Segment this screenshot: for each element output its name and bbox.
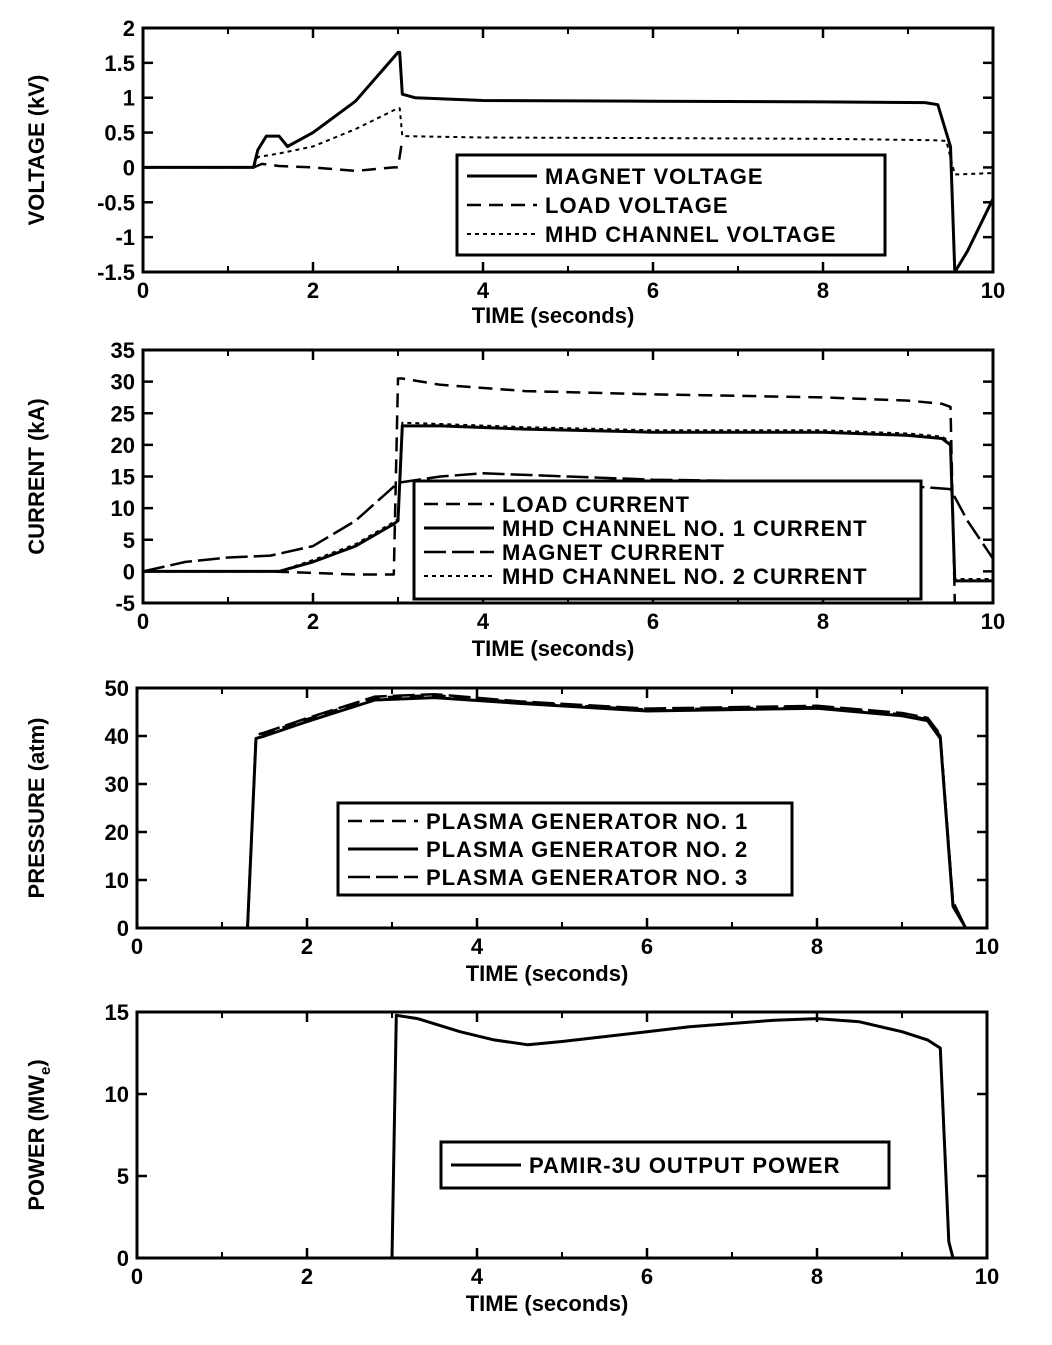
x-tick-label: 2	[306, 609, 320, 634]
x-tick-label: 4	[470, 1264, 484, 1289]
x-tick-label: 4	[470, 934, 484, 959]
y-axis-label-text: POWER (MW	[24, 1075, 49, 1211]
y-tick-label: -1.5	[97, 260, 135, 285]
x-tick-label: 10	[980, 278, 1006, 303]
y-axis-label-close: )	[24, 1059, 49, 1067]
y-tick-label: 5	[122, 527, 135, 553]
x-tick-label: 0	[136, 278, 150, 303]
legend-entry: PLASMA GENERATOR NO. 3	[426, 865, 749, 890]
y-tick-label: 30	[110, 369, 135, 395]
series-group	[392, 1015, 953, 1258]
legend	[338, 803, 792, 895]
legend-entry: MHD CHANNEL NO. 1 CURRENT	[502, 516, 868, 541]
x-tick-label: 6	[640, 934, 654, 959]
legend-entry: MAGNET CURRENT	[502, 540, 725, 565]
y-axis-label-text: CURRENT (kA)	[24, 398, 49, 555]
y-tick-label: 20	[110, 432, 135, 458]
y-tick-label: -0.5	[97, 190, 135, 216]
x-axis-label: TIME (seconds)	[465, 1291, 629, 1316]
x-tick-label: 10	[980, 609, 1006, 634]
legend-entry: MHD CHANNEL VOLTAGE	[545, 222, 837, 247]
y-tick-label: 5	[116, 1164, 129, 1189]
x-axis-label: TIME (seconds)	[471, 636, 635, 661]
y-axis-label	[24, 398, 49, 554]
y-tick-label: 0	[122, 155, 135, 181]
y-axis-label	[24, 718, 49, 899]
chart-panel-1	[24, 16, 1005, 328]
x-tick-label: 10	[974, 1264, 1000, 1289]
y-tick-label: 15	[110, 464, 135, 490]
legend-entry: LOAD CURRENT	[502, 492, 690, 517]
x-tick-label: 2	[306, 278, 320, 303]
chart-panel-3	[24, 676, 999, 986]
x-tick-label: 6	[646, 278, 660, 303]
x-tick-label: 0	[130, 934, 144, 959]
legend-entry: MAGNET VOLTAGE	[545, 164, 764, 189]
y-axis-label-text: VOLTAGE (kV)	[24, 74, 49, 226]
x-tick-label: 10	[974, 934, 1000, 959]
y-tick-label: 35	[110, 338, 135, 363]
y-tick-label: 15	[104, 1000, 129, 1025]
y-tick-label: 20	[104, 820, 129, 845]
x-tick-label: 8	[816, 278, 830, 303]
x-tick-label: 8	[810, 1264, 824, 1289]
y-axis-label	[24, 75, 49, 226]
y-tick-label: 2	[122, 16, 135, 41]
y-tick-label: 50	[104, 676, 129, 701]
y-tick-label: -1	[115, 225, 135, 251]
legend	[457, 155, 885, 255]
x-tick-label: 8	[816, 609, 830, 634]
y-tick-label: 1.5	[104, 50, 135, 76]
x-tick-label: 4	[476, 278, 490, 303]
y-axis-label	[24, 1059, 54, 1210]
y-tick-label: 40	[104, 724, 129, 749]
chart-panel-4	[24, 1000, 999, 1316]
y-tick-label: 25	[110, 401, 135, 427]
x-tick-label: 0	[136, 609, 150, 634]
y-tick-label: 0	[116, 916, 129, 941]
y-axis-label-text: PRESSURE (atm)	[24, 717, 49, 899]
x-tick-label: 0	[130, 1264, 144, 1289]
y-tick-label: 0	[116, 1246, 129, 1271]
y-tick-label: -5	[115, 591, 135, 616]
legend-entry: PAMIR-3U OUTPUT POWER	[529, 1153, 841, 1178]
legend-entry: PLASMA GENERATOR NO. 2	[426, 837, 749, 862]
legend-entry: PLASMA GENERATOR NO. 1	[426, 809, 749, 834]
y-tick-label: 10	[104, 868, 129, 893]
x-tick-label: 2	[300, 934, 314, 959]
x-axis-label: TIME (seconds)	[465, 961, 629, 986]
y-tick-label: 30	[104, 772, 129, 797]
y-tick-label: 1	[122, 85, 135, 111]
chart-panel-2	[24, 338, 1005, 661]
y-tick-label: 10	[110, 496, 135, 522]
series-line-1	[392, 1015, 953, 1258]
x-tick-label: 4	[476, 609, 490, 634]
x-axis-label: TIME (seconds)	[471, 303, 635, 328]
legend-entry: LOAD VOLTAGE	[545, 193, 729, 218]
y-tick-label: 10	[104, 1082, 129, 1107]
legend-entry: MHD CHANNEL NO. 2 CURRENT	[502, 564, 868, 589]
x-tick-label: 6	[646, 609, 660, 634]
plot-frame	[137, 1012, 987, 1258]
x-tick-label: 8	[810, 934, 824, 959]
y-tick-label: 0	[122, 559, 135, 585]
y-tick-label: 0.5	[104, 120, 135, 146]
x-tick-label: 6	[640, 1264, 654, 1289]
y-axis-label-subscript: e	[37, 1066, 54, 1076]
x-tick-label: 2	[300, 1264, 314, 1289]
legend	[441, 1142, 889, 1188]
legend	[414, 481, 921, 599]
